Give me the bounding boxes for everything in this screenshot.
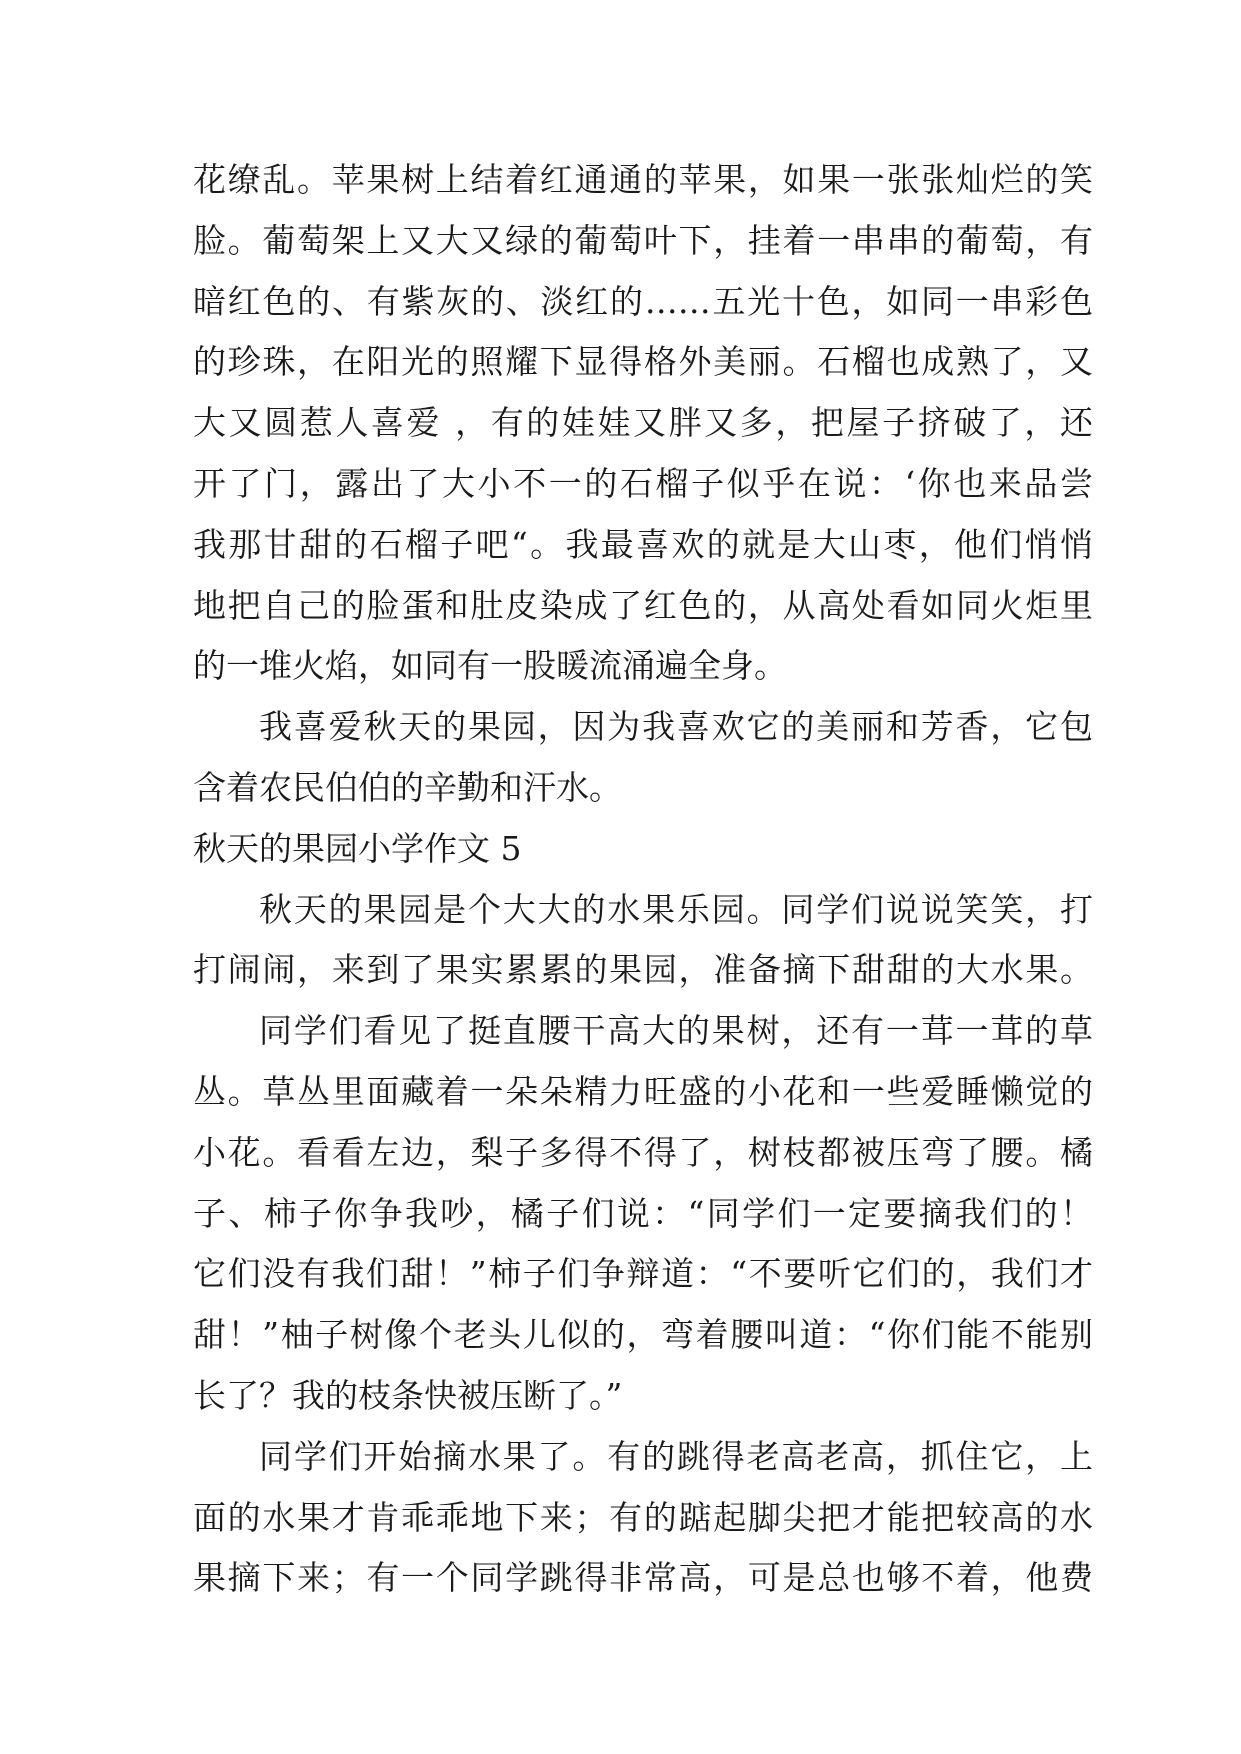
text-line: 的珍珠，在阳光的照耀下显得格外美丽。石榴也成熟了，又 — [193, 342, 1093, 382]
text-line: 花缭乱。苹果树上结着红通通的苹果，如果一张张灿烂的笑 — [193, 160, 1093, 199]
text-line: 小花。看看左边，梨子多得不得了，树枝都被压弯了腰。橘 — [193, 1132, 1093, 1172]
text-line: 秋天的果园是个大大的水果乐园。同学们说说笑笑，打 — [259, 889, 1093, 929]
text-line: 甜！”柚子树像个老头儿似的，弯着腰叫道：“你们能不能别 — [193, 1315, 1093, 1355]
text-line: 打闹闹，来到了果实累累的果园，准备摘下甜甜的大水果。 — [193, 950, 1093, 990]
essay-text — [193, 150, 1093, 1609]
text-line: 脸。葡萄架上又大又绿的葡萄叶下，挂着一串串的葡萄，有 — [193, 220, 1093, 260]
text-line: 开了门，露出了大小不一的石榴子似乎在说：‘你也来品尝 — [193, 463, 1093, 503]
text-line: 丛。草丛里面藏着一朵朵精力旺盛的小花和一些爱睡懒觉的 — [193, 1071, 1093, 1111]
section-heading: 秋天的果园小学作文 5 — [193, 828, 522, 868]
text-line: 的一堆火焰，如同有一股暖流涌遍全身。 — [193, 646, 787, 686]
text-line: 同学们看见了挺直腰干高大的果树，还有一茸一茸的草 — [259, 1011, 1093, 1051]
text-line: 含着农民伯伯的辛勤和汗水。 — [193, 767, 622, 807]
text-line: 子、柿子你争我吵，橘子们说：“同学们一定要摘我们的！ — [193, 1193, 1093, 1233]
text-line: 果摘下来；有一个同学跳得非常高，可是总也够不着，他费 — [193, 1558, 1093, 1598]
text-line: 面的水果才肯乖乖地下来；有的踮起脚尖把才能把较高的水 — [193, 1497, 1093, 1537]
text-line: 长了？我的枝条快被压断了。” — [193, 1375, 623, 1415]
text-line: 地把自己的脸蛋和肚皮染成了红色的，从高处看如同火炬里 — [193, 585, 1093, 625]
text-line: 它们没有我们甜！”柿子们争辩道：“不要听它们的，我们才 — [193, 1254, 1093, 1294]
text-line: 暗红色的、有紫灰的、淡红的……五光十色，如同一串彩色 — [193, 281, 1093, 321]
text-line: 我那甘甜的石榴子吧“。我最喜欢的就是大山枣，他们悄悄 — [193, 524, 1093, 564]
text-line: 同学们开始摘水果了。有的跳得老高老高，抓住它，上 — [259, 1436, 1093, 1476]
text-line: 大又圆惹人喜爱 ，有的娃娃又胖又多，把屋子挤破了，还 — [193, 403, 1093, 443]
text-line: 我喜爱秋天的果园，因为我喜欢它的美丽和芳香，它包 — [259, 707, 1093, 747]
